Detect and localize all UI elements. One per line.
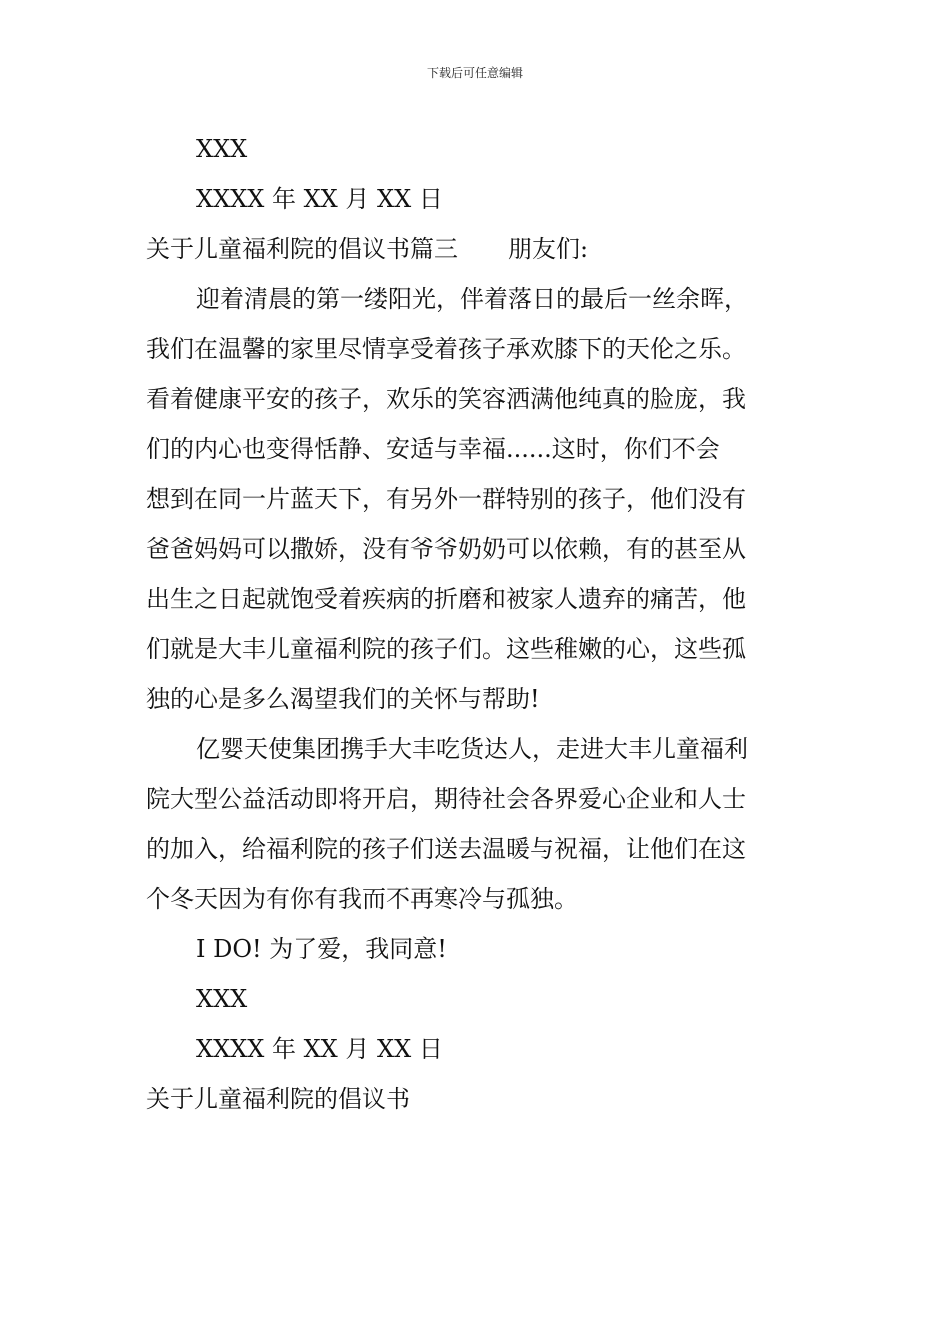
paragraph-line: 我们在温馨的家里尽情享受着孩子承欢膝下的天伦之乐。	[146, 335, 746, 363]
paragraph-line: 想到在同一片蓝天下，有另外一群特别的孩子，他们没有	[146, 485, 746, 513]
paragraph-line: 个冬天因为有你有我而不再寒冷与孤独。	[146, 885, 578, 913]
page-header: 下载后可任意编辑	[426, 66, 523, 80]
slogan: I DO! 为了爱，我同意!	[196, 935, 447, 963]
paragraph-line: 出生之日起就饱受着疾病的折磨和被家人遗弃的痛苦，他	[146, 585, 746, 613]
paragraph-line: 们就是大丰儿童福利院的孩子们。这些稚嫩的心，这些孤	[146, 635, 746, 663]
paragraph-line: 们的内心也变得恬静、安适与幸福......这时，你们不会	[146, 435, 720, 463]
signature-name: XXX	[196, 135, 248, 163]
next-section-title: 关于儿童福利院的倡议书	[146, 1085, 410, 1113]
paragraph-line: 看着健康平安的孩子，欢乐的笑容洒满他纯真的脸庞，我	[146, 385, 746, 413]
section-title-line	[146, 224, 806, 274]
paragraph-line: 爸爸妈妈可以撒娇，没有爷爷奶奶可以依赖，有的甚至从	[146, 535, 746, 563]
paragraph-line: 的加入，给福利院的孩子们送去温暖与祝福，让他们在这	[146, 835, 746, 863]
document-body	[146, 124, 806, 1124]
section-title: 关于儿童福利院的倡议书篇三	[146, 235, 458, 263]
paragraph-line: 迎着清晨的第一缕阳光，伴着落日的最后一丝余晖，	[196, 285, 748, 313]
paragraph-line: 独的心是多么渴望我们的关怀与帮助!	[146, 685, 540, 713]
signature-date: XXXX 年 XX 月 XX 日	[196, 1035, 443, 1063]
signature-name: XXX	[196, 985, 248, 1013]
paragraph-line: 院大型公益活动即将开启，期待社会各界爱心企业和人士	[146, 785, 746, 813]
paragraph-line: 亿婴天使集团携手大丰吃货达人，走进大丰儿童福利	[196, 735, 748, 763]
signature-date: XXXX 年 XX 月 XX 日	[196, 185, 443, 213]
greeting: 朋友们:	[508, 235, 589, 263]
